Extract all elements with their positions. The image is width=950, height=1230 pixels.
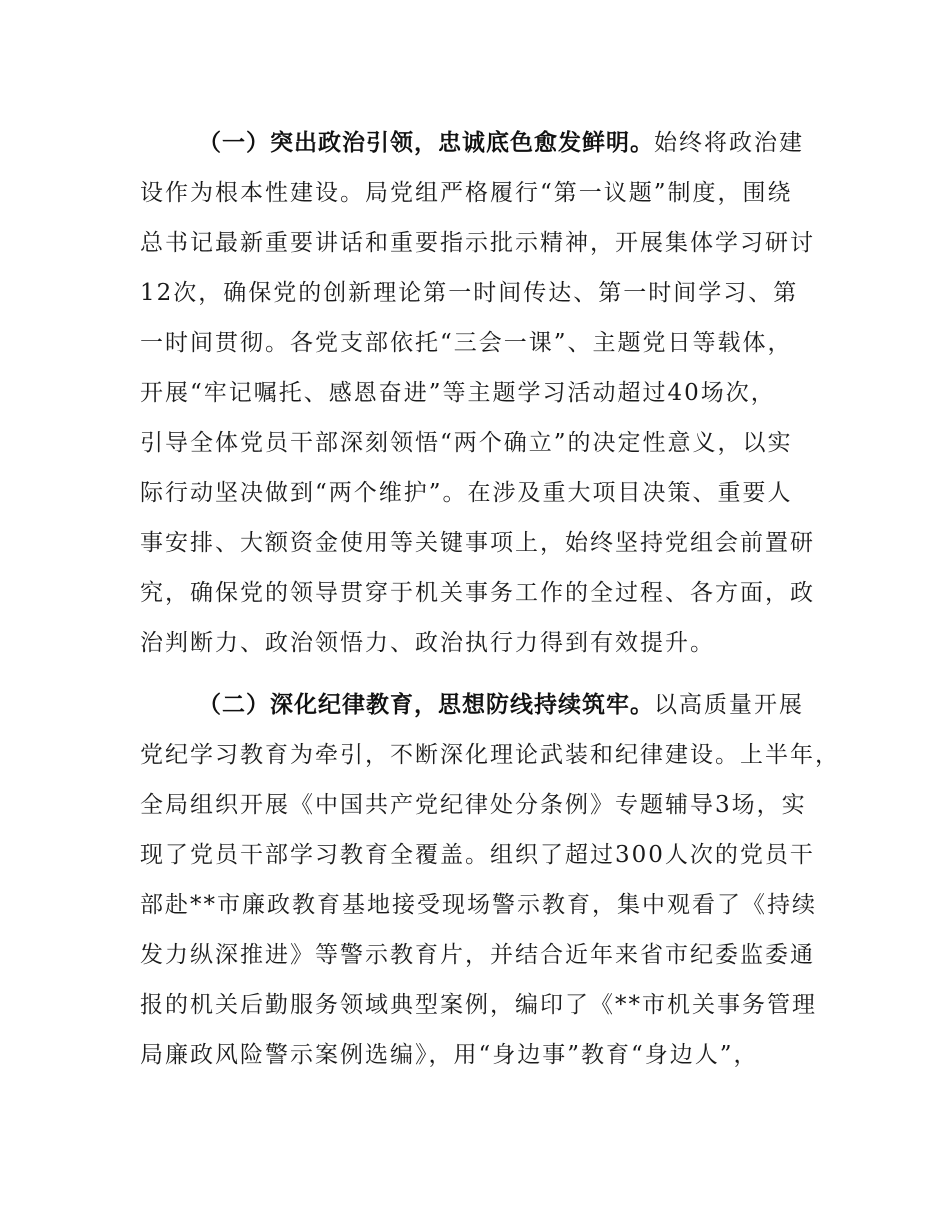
section-heading: （二）深化纪律教育，思想防线持续筑牢。 [198, 692, 654, 718]
paragraph-discipline-education [140, 680, 840, 1080]
text-line: 报的机关后勤服务领域典型案例，编印了《**市机关事务管理 [140, 992, 817, 1018]
text-line: 设作为根本性建设。局党组严格履行“第一议题”制度，围绕 [140, 180, 793, 206]
text-line: 12次，确保党的创新理论第一时间传达、第一时间学习、第 [140, 280, 799, 306]
text-run: 始终将政治建 [654, 130, 804, 156]
text-line: 发力纵深推进》等警示教育片，并结合近年来省市纪委监委通 [140, 942, 815, 968]
text-run: 以高质量开展 [654, 692, 804, 718]
text-line: 际行动坚决做到“两个维护”。在涉及重大项目决策、重要人 [140, 480, 793, 506]
text-line: 党纪学习教育为牵引，不断深化理论武装和纪律建设。上半年， [140, 742, 840, 768]
text-line: 全局组织开展《中国共产党纪律处分条例》专题辅导3场，实 [140, 792, 807, 818]
paragraph-political-leadership [140, 118, 820, 668]
text-line: 究，确保党的领导贯穿于机关事务工作的全过程、各方面，政 [140, 580, 815, 606]
section-heading: （一）突出政治引领，忠诚底色愈发鲜明。 [198, 130, 654, 156]
text-line: 引导全体党员干部深刻领悟“两个确立”的决定性意义，以实 [140, 430, 793, 456]
text-line: 事安排、大额资金使用等关键事项上，始终坚持党组会前置研 [140, 530, 815, 556]
text-line: 治判断力、政治领悟力、政治执行力得到有效提升。 [140, 630, 715, 656]
text-line: 开展“牢记嘱托、感恩奋进”等主题学习活动超过40场次， [140, 380, 776, 406]
text-line: 一时间贯彻。各党支部依托“三会一课”、主题党日等载体， [140, 330, 793, 356]
paragraph-first-line [140, 680, 820, 730]
text-line: 局廉政风险警示案例选编》，用“身边事”教育“身边人”， [140, 1042, 759, 1068]
text-line: 总书记最新重要讲话和重要指示批示精神，开展集体学习研讨 [140, 230, 815, 256]
paragraph-first-line [140, 118, 820, 168]
text-line: 部赴**市廉政教育基地接受现场警示教育，集中观看了《持续 [140, 892, 817, 918]
text-line: 现了党员干部学习教育全覆盖。组织了超过300人次的党员干 [140, 842, 815, 868]
